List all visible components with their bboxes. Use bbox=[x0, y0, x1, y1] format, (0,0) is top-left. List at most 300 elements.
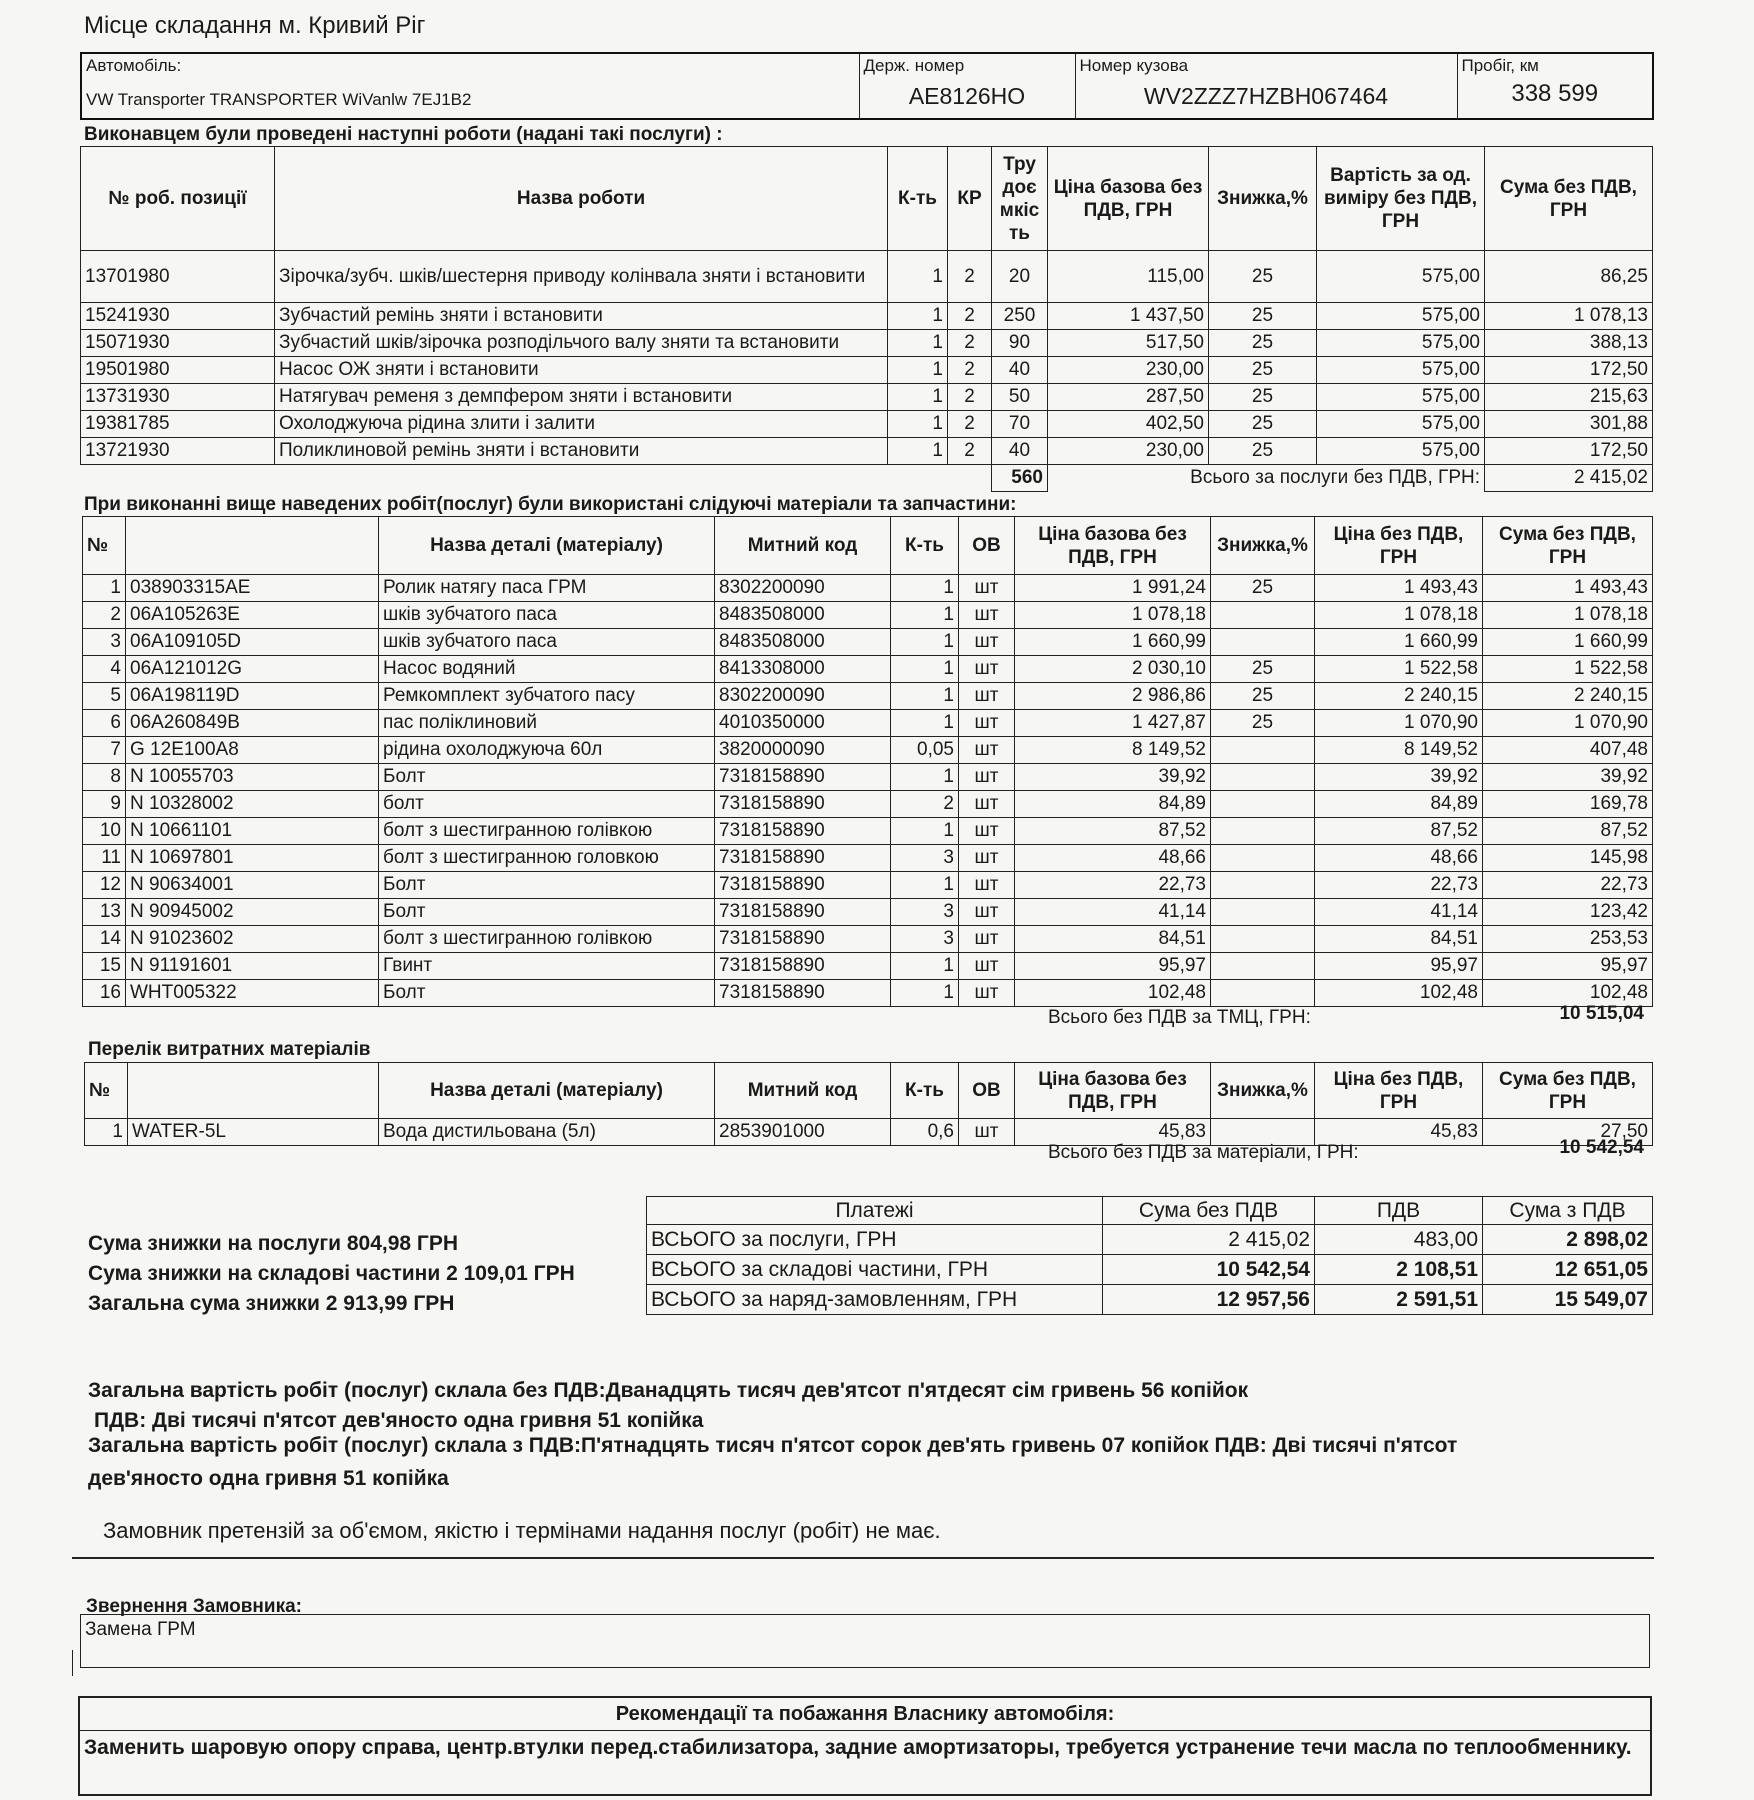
part-sum: 407,48 bbox=[1483, 737, 1653, 764]
cons-col-name: Назва деталі (матеріалу) bbox=[379, 1063, 715, 1119]
table-row bbox=[83, 980, 1653, 1007]
part-sum: 2 240,15 bbox=[1483, 683, 1653, 710]
recommendations-text: Заменить шаровую опору справа, центр.втулки перед.стабилизатора, задние амортизаторы, требуется устранение течи масла по теплообменнику. bbox=[84, 1736, 1632, 1759]
payment-label: ВСЬОГО за складові частини, ГРН bbox=[647, 1255, 1103, 1285]
work-disc: 25 bbox=[1209, 330, 1317, 357]
plate-label: Держ. номер bbox=[863, 56, 965, 75]
work-kr: 2 bbox=[948, 384, 992, 411]
work-disc: 25 bbox=[1209, 357, 1317, 384]
part-qty: 0,05 bbox=[891, 737, 959, 764]
part-n: 8 bbox=[83, 764, 126, 791]
parts-col-customs: Митний код bbox=[715, 517, 891, 575]
part-n: 15 bbox=[83, 953, 126, 980]
work-qty: 1 bbox=[888, 330, 948, 357]
part-n: 9 bbox=[83, 791, 126, 818]
payment-gross: 15 549,07 bbox=[1483, 1285, 1653, 1315]
payment-gross: 12 651,05 bbox=[1483, 1255, 1653, 1285]
part-code: 038903315AE bbox=[126, 575, 379, 602]
payment-net: 10 542,54 bbox=[1103, 1255, 1315, 1285]
work-name: Зірочка/зубч. шків/шестерня приводу колінвала зняти і встановити bbox=[275, 251, 888, 303]
part-price: 1 660,99 bbox=[1315, 629, 1483, 656]
part-customs: 7318158890 bbox=[715, 953, 891, 980]
part-unit: шт bbox=[959, 899, 1015, 926]
part-customs: 7318158890 bbox=[715, 872, 891, 899]
payment-vat: 2 108,51 bbox=[1315, 1255, 1483, 1285]
work-unit: 575,00 bbox=[1317, 303, 1485, 330]
cons-n: 1 bbox=[85, 1119, 128, 1146]
table-row bbox=[83, 764, 1653, 791]
mileage-cell bbox=[1457, 53, 1653, 119]
works-total-row bbox=[81, 465, 1653, 492]
part-n: 2 bbox=[83, 602, 126, 629]
parts-col-n: № bbox=[83, 517, 126, 575]
part-disc bbox=[1211, 845, 1315, 872]
works-col-code: № роб. позиції bbox=[81, 147, 275, 251]
part-price: 2 240,15 bbox=[1315, 683, 1483, 710]
part-unit: шт bbox=[959, 602, 1015, 629]
payments-col-label: Платежі bbox=[647, 1197, 1103, 1225]
payments-col-gross: Сума з ПДВ bbox=[1483, 1197, 1653, 1225]
work-qty: 1 bbox=[888, 411, 948, 438]
part-disc: 25 bbox=[1211, 656, 1315, 683]
work-base: 115,00 bbox=[1048, 251, 1209, 303]
part-disc bbox=[1211, 899, 1315, 926]
payment-vat: 483,00 bbox=[1315, 1225, 1483, 1255]
part-customs: 7318158890 bbox=[715, 899, 891, 926]
works-col-labor: Тру доє мкіс ть bbox=[992, 147, 1048, 251]
part-name: шків зубчатого паса bbox=[379, 629, 715, 656]
parts-col-name: Назва деталі (матеріалу) bbox=[379, 517, 715, 575]
table-row bbox=[83, 602, 1653, 629]
part-base: 1 427,87 bbox=[1015, 710, 1211, 737]
part-name: болт bbox=[379, 791, 715, 818]
part-customs: 8413308000 bbox=[715, 656, 891, 683]
cons-base: 45,83 bbox=[1015, 1119, 1211, 1146]
part-base: 102,48 bbox=[1015, 980, 1211, 1007]
part-name: болт з шестигранною голівкою bbox=[379, 818, 715, 845]
vin-label: Номер кузова bbox=[1079, 56, 1189, 75]
part-customs: 8302200090 bbox=[715, 683, 891, 710]
table-row bbox=[83, 953, 1653, 980]
part-disc: 25 bbox=[1211, 683, 1315, 710]
part-name: Болт bbox=[379, 872, 715, 899]
part-sum: 22,73 bbox=[1483, 872, 1653, 899]
part-name: Ролик натягу паса ГРМ bbox=[379, 575, 715, 602]
parts-col-base: Ціна базова без ПДВ, ГРН bbox=[1015, 517, 1211, 575]
work-kr: 2 bbox=[948, 438, 992, 465]
table-row bbox=[81, 330, 1653, 357]
part-qty: 1 bbox=[891, 818, 959, 845]
part-customs: 7318158890 bbox=[715, 818, 891, 845]
recommendations-box bbox=[78, 1696, 1652, 1796]
part-unit: шт bbox=[959, 710, 1015, 737]
part-sum: 95,97 bbox=[1483, 953, 1653, 980]
cons-qty: 0,6 bbox=[891, 1119, 959, 1146]
table-row bbox=[81, 438, 1653, 465]
part-n: 12 bbox=[83, 872, 126, 899]
part-base: 41,14 bbox=[1015, 899, 1211, 926]
part-base: 48,66 bbox=[1015, 845, 1211, 872]
work-code: 15071930 bbox=[81, 330, 275, 357]
work-code: 19381785 bbox=[81, 411, 275, 438]
part-unit: шт bbox=[959, 926, 1015, 953]
part-sum: 123,42 bbox=[1483, 899, 1653, 926]
part-qty: 1 bbox=[891, 872, 959, 899]
part-qty: 1 bbox=[891, 575, 959, 602]
work-labor: 90 bbox=[992, 330, 1048, 357]
work-code: 19501980 bbox=[81, 357, 275, 384]
work-labor: 40 bbox=[992, 438, 1048, 465]
part-n: 5 bbox=[83, 683, 126, 710]
table-row bbox=[83, 926, 1653, 953]
works-total-value: 2 415,02 bbox=[1485, 465, 1653, 492]
part-n: 3 bbox=[83, 629, 126, 656]
works-col-qty: К-ть bbox=[888, 147, 948, 251]
consumables-title: Перелік витратних матеріалів bbox=[88, 1039, 371, 1060]
text-cursor-mark bbox=[72, 1650, 73, 1676]
cons-col-base: Ціна базова без ПДВ, ГРН bbox=[1015, 1063, 1211, 1119]
work-qty: 1 bbox=[888, 303, 948, 330]
part-unit: шт bbox=[959, 656, 1015, 683]
part-price: 1 070,90 bbox=[1315, 710, 1483, 737]
table-row bbox=[83, 710, 1653, 737]
discount-parts: Сума знижки на складові частини 2 109,01 ГРН bbox=[88, 1262, 575, 1285]
vin-value: WV2ZZZ7HZBH067464 bbox=[1143, 83, 1389, 109]
work-name: Натягувач ременя з демпфером зняти і встановити bbox=[275, 384, 888, 411]
parts-col-price: Ціна без ПДВ, ГРН bbox=[1315, 517, 1483, 575]
part-disc bbox=[1211, 953, 1315, 980]
table-row bbox=[83, 737, 1653, 764]
consumables-header-row bbox=[85, 1063, 1653, 1119]
part-price: 84,51 bbox=[1315, 926, 1483, 953]
payment-label: ВСЬОГО за послуги, ГРН bbox=[647, 1225, 1103, 1255]
part-price: 8 149,52 bbox=[1315, 737, 1483, 764]
part-base: 84,51 bbox=[1015, 926, 1211, 953]
no-claims-statement: Замовник претензій за об'ємом, якістю і термінами надання послуг (робіт) не має. bbox=[103, 1518, 941, 1543]
part-customs: 4010350000 bbox=[715, 710, 891, 737]
payment-gross: 2 898,02 bbox=[1483, 1225, 1653, 1255]
part-qty: 1 bbox=[891, 710, 959, 737]
part-n: 1 bbox=[83, 575, 126, 602]
part-base: 84,89 bbox=[1015, 791, 1211, 818]
works-table bbox=[80, 146, 1653, 492]
part-name: пас поліклиновий bbox=[379, 710, 715, 737]
work-qty: 1 bbox=[888, 357, 948, 384]
part-name: шків зубчатого паса bbox=[379, 602, 715, 629]
part-qty: 3 bbox=[891, 899, 959, 926]
payment-label: ВСЬОГО за наряд-замовленням, ГРН bbox=[647, 1285, 1103, 1315]
parts-title: При виконанні вище наведених робіт(послуг) були використані слідуючі матеріали та запчастини: bbox=[84, 494, 1017, 515]
part-customs: 7318158890 bbox=[715, 980, 891, 1007]
table-row bbox=[81, 411, 1653, 438]
divider bbox=[72, 1557, 1654, 1559]
payments-col-net: Сума без ПДВ bbox=[1103, 1197, 1315, 1225]
part-n: 14 bbox=[83, 926, 126, 953]
payment-net: 2 415,02 bbox=[1103, 1225, 1315, 1255]
work-sum: 388,13 bbox=[1485, 330, 1653, 357]
parts-col-disc: Знижка,% bbox=[1211, 517, 1315, 575]
part-price: 1 493,43 bbox=[1315, 575, 1483, 602]
part-customs: 3820000090 bbox=[715, 737, 891, 764]
part-price: 1 522,58 bbox=[1315, 656, 1483, 683]
works-header-row bbox=[81, 147, 1653, 251]
work-base: 230,00 bbox=[1048, 438, 1209, 465]
work-kr: 2 bbox=[948, 330, 992, 357]
part-n: 6 bbox=[83, 710, 126, 737]
part-customs: 7318158890 bbox=[715, 845, 891, 872]
part-base: 8 149,52 bbox=[1015, 737, 1211, 764]
part-code: 06A105263E bbox=[126, 602, 379, 629]
work-qty: 1 bbox=[888, 251, 948, 303]
part-base: 2 030,10 bbox=[1015, 656, 1211, 683]
part-name: Насос водяний bbox=[379, 656, 715, 683]
work-code: 13701980 bbox=[81, 251, 275, 303]
works-col-kr: КР bbox=[948, 147, 992, 251]
part-disc bbox=[1211, 737, 1315, 764]
part-unit: шт bbox=[959, 629, 1015, 656]
parts-col-qty: К-ть bbox=[891, 517, 959, 575]
vehicle-table bbox=[80, 52, 1654, 120]
work-disc: 25 bbox=[1209, 411, 1317, 438]
work-kr: 2 bbox=[948, 411, 992, 438]
part-customs: 7318158890 bbox=[715, 926, 891, 953]
work-base: 402,50 bbox=[1048, 411, 1209, 438]
summary-line-4: дев'яносто одна гривня 51 копійка bbox=[88, 1467, 449, 1490]
part-code: N 10697801 bbox=[126, 845, 379, 872]
part-name: Болт bbox=[379, 980, 715, 1007]
car-label: Автомобіль: bbox=[86, 56, 182, 75]
part-code: N 90945002 bbox=[126, 899, 379, 926]
part-base: 87,52 bbox=[1015, 818, 1211, 845]
cons-unit: шт bbox=[959, 1119, 1015, 1146]
works-total-label: Всього за послуги без ПДВ, ГРН: bbox=[1048, 465, 1485, 492]
table-row bbox=[85, 1119, 1653, 1146]
cons-col-sum: Сума без ПДВ, ГРН bbox=[1483, 1063, 1653, 1119]
part-price: 102,48 bbox=[1315, 980, 1483, 1007]
part-code: 06A260849B bbox=[126, 710, 379, 737]
part-n: 4 bbox=[83, 656, 126, 683]
part-name: рідина охолоджуюча 60л bbox=[379, 737, 715, 764]
part-unit: шт bbox=[959, 764, 1015, 791]
labor-total: 560 bbox=[992, 465, 1048, 492]
parts-total-label: Всього без ПДВ за ТМЦ, ГРН: bbox=[1048, 1007, 1311, 1028]
part-n: 10 bbox=[83, 818, 126, 845]
table-row bbox=[81, 303, 1653, 330]
payment-vat: 2 591,51 bbox=[1315, 1285, 1483, 1315]
works-col-name: Назва роботи bbox=[275, 147, 888, 251]
consumables-total-value: 10 542,54 bbox=[1559, 1137, 1644, 1158]
part-disc bbox=[1211, 980, 1315, 1007]
part-name: Ремкомплект зубчатого пасу bbox=[379, 683, 715, 710]
table-row bbox=[647, 1255, 1653, 1285]
customer-request-text: Замена ГРМ bbox=[85, 1619, 196, 1640]
work-unit: 575,00 bbox=[1317, 438, 1485, 465]
table-row bbox=[81, 357, 1653, 384]
part-code: 06A121012G bbox=[126, 656, 379, 683]
part-unit: шт bbox=[959, 791, 1015, 818]
work-unit: 575,00 bbox=[1317, 330, 1485, 357]
customer-request-label: Звернення Замовника: bbox=[86, 1596, 302, 1617]
work-kr: 2 bbox=[948, 303, 992, 330]
part-code: N 91191601 bbox=[126, 953, 379, 980]
work-labor: 250 bbox=[992, 303, 1048, 330]
part-code: WHT005322 bbox=[126, 980, 379, 1007]
consumables-total-label: Всього без ПДВ за матеріали, ГРН: bbox=[1048, 1142, 1359, 1163]
part-unit: шт bbox=[959, 818, 1015, 845]
work-name: Охолоджуюча рідина злити і залити bbox=[275, 411, 888, 438]
work-sum: 172,50 bbox=[1485, 357, 1653, 384]
part-sum: 87,52 bbox=[1483, 818, 1653, 845]
work-disc: 25 bbox=[1209, 384, 1317, 411]
part-qty: 1 bbox=[891, 656, 959, 683]
part-code: N 90634001 bbox=[126, 872, 379, 899]
work-disc: 25 bbox=[1209, 251, 1317, 303]
part-disc bbox=[1211, 602, 1315, 629]
part-sum: 1 070,90 bbox=[1483, 710, 1653, 737]
part-n: 13 bbox=[83, 899, 126, 926]
cons-code: WATER-5L bbox=[128, 1119, 379, 1146]
part-qty: 3 bbox=[891, 845, 959, 872]
table-row bbox=[83, 791, 1653, 818]
part-sum: 253,53 bbox=[1483, 926, 1653, 953]
part-qty: 1 bbox=[891, 629, 959, 656]
vehicle-cell bbox=[81, 53, 859, 119]
work-sum: 86,25 bbox=[1485, 251, 1653, 303]
works-col-unit: Вартість за од. виміру без ПДВ, ГРН bbox=[1317, 147, 1485, 251]
part-name: Болт bbox=[379, 899, 715, 926]
table-row bbox=[83, 683, 1653, 710]
part-disc bbox=[1211, 764, 1315, 791]
mileage-value: 338 599 bbox=[1511, 80, 1599, 107]
part-name: болт з шестигранною голівкою bbox=[379, 926, 715, 953]
work-qty: 1 bbox=[888, 384, 948, 411]
part-sum: 1 078,18 bbox=[1483, 602, 1653, 629]
part-name: Гвинт bbox=[379, 953, 715, 980]
discount-services: Сума знижки на послуги 804,98 ГРН bbox=[88, 1232, 459, 1255]
part-price: 95,97 bbox=[1315, 953, 1483, 980]
work-name: Зубчастий ремінь зняти і встановити bbox=[275, 303, 888, 330]
cons-sum: 27,50 bbox=[1483, 1119, 1653, 1146]
part-price: 87,52 bbox=[1315, 818, 1483, 845]
parts-header-row bbox=[83, 517, 1653, 575]
part-sum: 1 522,58 bbox=[1483, 656, 1653, 683]
part-price: 48,66 bbox=[1315, 845, 1483, 872]
work-code: 13721930 bbox=[81, 438, 275, 465]
payments-col-vat: ПДВ bbox=[1315, 1197, 1483, 1225]
parts-col-sum: Сума без ПДВ, ГРН bbox=[1483, 517, 1653, 575]
table-row bbox=[81, 251, 1653, 303]
part-customs: 8302200090 bbox=[715, 575, 891, 602]
part-price: 22,73 bbox=[1315, 872, 1483, 899]
part-sum: 169,78 bbox=[1483, 791, 1653, 818]
customer-request-box bbox=[80, 1614, 1650, 1668]
part-code: 06A198119D bbox=[126, 683, 379, 710]
payments-table bbox=[646, 1196, 1653, 1315]
parts-col-code bbox=[126, 517, 379, 575]
part-price: 1 078,18 bbox=[1315, 602, 1483, 629]
work-name: Насос ОЖ зняти і встановити bbox=[275, 357, 888, 384]
cons-col-unit: ОВ bbox=[959, 1063, 1015, 1119]
cons-name: Вода дистильована (5л) bbox=[379, 1119, 715, 1146]
part-code: N 91023602 bbox=[126, 926, 379, 953]
works-col-sum: Сума без ПДВ, ГРН bbox=[1485, 147, 1653, 251]
works-col-disc: Знижка,% bbox=[1209, 147, 1317, 251]
part-unit: шт bbox=[959, 953, 1015, 980]
part-customs: 7318158890 bbox=[715, 791, 891, 818]
work-base: 287,50 bbox=[1048, 384, 1209, 411]
part-code: N 10661101 bbox=[126, 818, 379, 845]
work-disc: 25 bbox=[1209, 303, 1317, 330]
part-price: 84,89 bbox=[1315, 791, 1483, 818]
summary-line-2: ПДВ: Дві тисячі п'ятсот дев'яносто одна гривня 51 копійка bbox=[94, 1409, 704, 1432]
part-qty: 3 bbox=[891, 926, 959, 953]
work-base: 517,50 bbox=[1048, 330, 1209, 357]
work-labor: 20 bbox=[992, 251, 1048, 303]
part-disc: 25 bbox=[1211, 575, 1315, 602]
payment-net: 12 957,56 bbox=[1103, 1285, 1315, 1315]
work-qty: 1 bbox=[888, 438, 948, 465]
part-sum: 102,48 bbox=[1483, 980, 1653, 1007]
part-customs: 7318158890 bbox=[715, 764, 891, 791]
table-row bbox=[647, 1225, 1653, 1255]
part-disc bbox=[1211, 629, 1315, 656]
work-sum: 301,88 bbox=[1485, 411, 1653, 438]
cons-col-price: Ціна без ПДВ, ГРН bbox=[1315, 1063, 1483, 1119]
cons-col-n: № bbox=[85, 1063, 128, 1119]
table-row bbox=[83, 818, 1653, 845]
parts-col-unit: ОВ bbox=[959, 517, 1015, 575]
work-base: 1 437,50 bbox=[1048, 303, 1209, 330]
summary-line-3: Загальна вартість робіт (послуг) склала з ПДВ:П'ятнадцять тисяч п'ятсот сорок дев'ять гривень 07 копійок ПДВ: Дві тисячі п'ятсот bbox=[88, 1434, 1458, 1457]
car-value: VW Transporter TRANSPORTER WiVanlw 7EJ1B2 bbox=[86, 90, 472, 109]
part-base: 95,97 bbox=[1015, 953, 1211, 980]
cons-col-code bbox=[128, 1063, 379, 1119]
part-base: 2 986,86 bbox=[1015, 683, 1211, 710]
table-row bbox=[83, 899, 1653, 926]
part-unit: шт bbox=[959, 980, 1015, 1007]
work-unit: 575,00 bbox=[1317, 357, 1485, 384]
part-code: 06A109105D bbox=[126, 629, 379, 656]
work-unit: 575,00 bbox=[1317, 411, 1485, 438]
part-qty: 1 bbox=[891, 953, 959, 980]
part-qty: 2 bbox=[891, 791, 959, 818]
table-row bbox=[83, 575, 1653, 602]
work-sum: 172,50 bbox=[1485, 438, 1653, 465]
part-base: 1 660,99 bbox=[1015, 629, 1211, 656]
part-sum: 1 493,43 bbox=[1483, 575, 1653, 602]
table-row bbox=[81, 384, 1653, 411]
part-unit: шт bbox=[959, 575, 1015, 602]
part-base: 1 078,18 bbox=[1015, 602, 1211, 629]
mileage-label: Пробіг, км bbox=[1461, 56, 1539, 75]
work-name: Зубчастий шків/зірочка розподільчого валу зняти та встановити bbox=[275, 330, 888, 357]
part-base: 39,92 bbox=[1015, 764, 1211, 791]
recommendations-title: Рекомендації та побажання Власнику автомобіля: bbox=[80, 1698, 1650, 1731]
work-code: 15241930 bbox=[81, 303, 275, 330]
work-kr: 2 bbox=[948, 357, 992, 384]
part-code: N 10055703 bbox=[126, 764, 379, 791]
part-disc: 25 bbox=[1211, 710, 1315, 737]
work-base: 230,00 bbox=[1048, 357, 1209, 384]
part-code: N 10328002 bbox=[126, 791, 379, 818]
plate-cell bbox=[859, 53, 1075, 119]
works-title: Виконавцем були проведені наступні роботи (надані такі послуги) : bbox=[84, 124, 723, 145]
work-labor: 40 bbox=[992, 357, 1048, 384]
table-row bbox=[647, 1285, 1653, 1315]
table-row bbox=[83, 845, 1653, 872]
part-disc bbox=[1211, 926, 1315, 953]
discount-total: Загальна сума знижки 2 913,99 ГРН bbox=[88, 1292, 455, 1315]
